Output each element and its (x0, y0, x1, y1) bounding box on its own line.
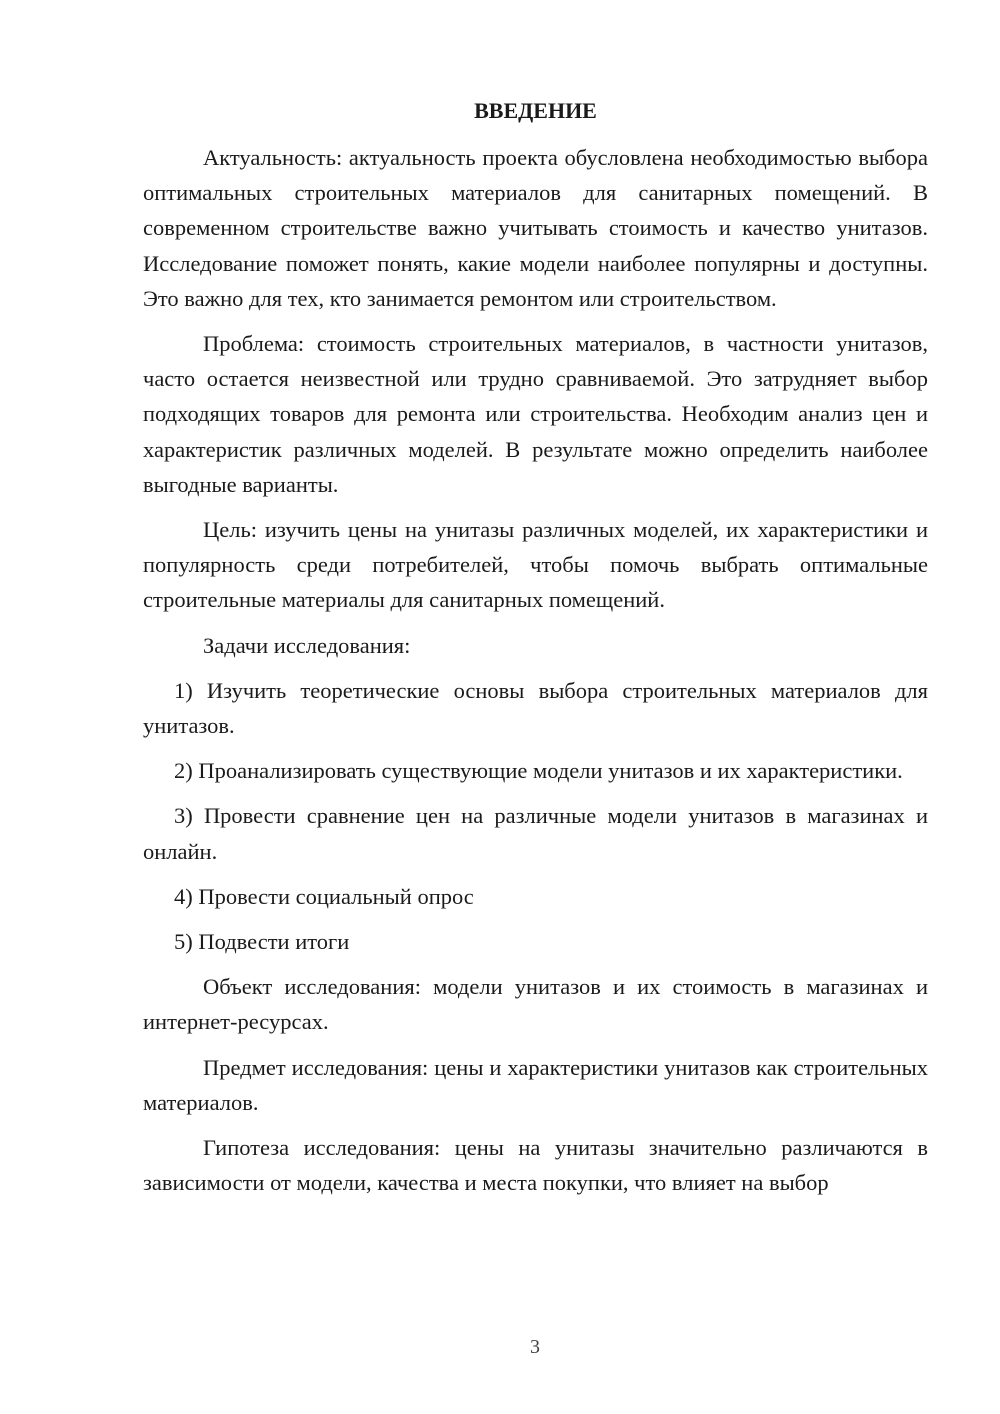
paragraph-goal: Цель: изучить цены на унитазы различных моделей, их характеристики и популярность среди потребителей, чтобы помочь выбрать оптимальные строительные материалы для санитарных помещений. (143, 517, 928, 613)
task-item-4: 4) Провести социальный опрос (174, 883, 474, 909)
task-item-5: 5) Подвести итоги (174, 929, 350, 955)
page-number: 3 (530, 1336, 540, 1358)
document-page (143, 95, 928, 1210)
paragraph-relevance: Актуальность: актуальность проекта обусловлена необходимостью выбора оптимальных строительных материалов для санитарных помещений. В современном строительстве важно учитывать стоимость и качество унитазов. Исследование поможет понять, какие модели наиболее популярны и доступны. Это важно для тех, кто занимается ремонтом или строительством. (143, 145, 928, 311)
page-title: ВВЕДЕНИЕ (474, 98, 597, 123)
paragraph-problem: Проблема: стоимость строительных материалов, в частности унитазов, часто остается неизвестной или трудно сравниваемой. Это затрудняет выбор подходящих товаров для ремонта или строительства. Необходим анализ цен и характеристик различных моделей. В результате можно определить наиболее выгодные варианты. (143, 331, 928, 497)
paragraph-hypothesis: Гипотеза исследования: цены на унитазы значительно различаются в зависимости от модели, качества и места покупки, что влияет на выбор (143, 1135, 928, 1196)
task-item-3: 3) Провести сравнение цен на различные модели унитазов в магазинах и онлайн. (143, 803, 928, 864)
paragraph-subject: Предмет исследования: цены и характеристики унитазов как строительных материалов. (143, 1054, 928, 1115)
paragraph-tasks-heading: Задачи исследования: (203, 632, 411, 658)
paragraph-object: Объект исследования: модели унитазов и их стоимость в магазинах и интернет-ресурсах. (143, 974, 928, 1035)
task-item-2: 2) Проанализировать существующие модели унитазов и их характеристики. (174, 758, 903, 784)
task-item-1: 1) Изучить теоретические основы выбора строительных материалов для унитазов. (143, 677, 928, 739)
